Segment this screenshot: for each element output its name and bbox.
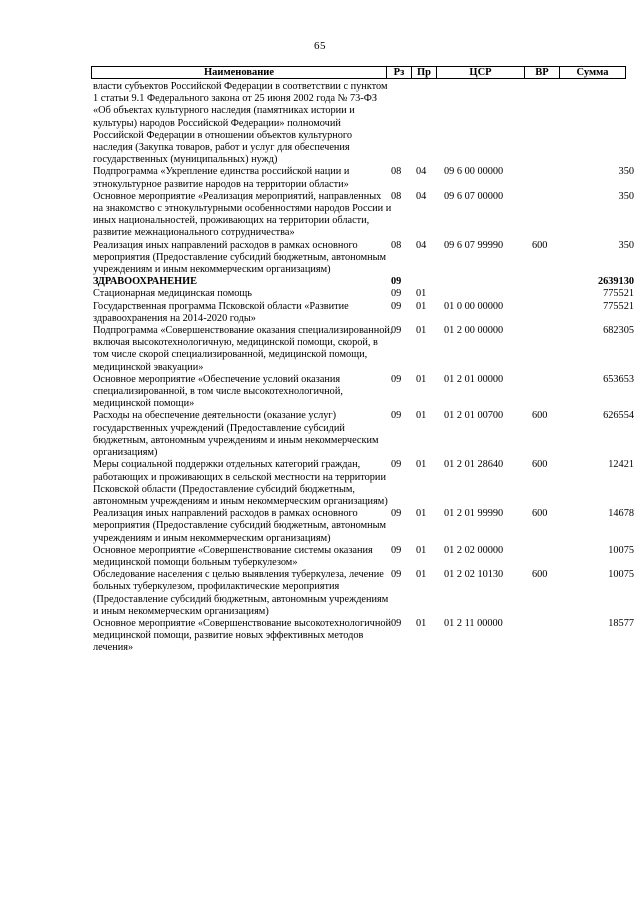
cell-name: Стационарная медицинская помощь (93, 288, 252, 300)
cell-csr: 01 0 00 00000 (444, 300, 504, 312)
cell-pr: 01 (416, 373, 427, 385)
table-row (93, 288, 633, 300)
table-row (93, 374, 633, 411)
cell-rz: 09 (391, 410, 402, 422)
cell-vr: 600 (532, 410, 548, 422)
table-row (93, 276, 633, 288)
cell-csr: 01 2 01 28640 (444, 459, 504, 471)
cell-name: Реализация иных направлений расходов в рамках основного мероприятия (Предоставление субсидий бюджетным, автономным учреждениям и иным некоммерческим организациям) (93, 508, 387, 544)
column-header-sum: Сумма (559, 67, 625, 78)
cell-vr: 600 (532, 239, 548, 251)
cell-name: Основное мероприятие «Совершенствование высокотехнологичной медицинской помощи, развитие новых эффективных методов лечения» (93, 617, 392, 654)
cell-sum: 653653 (603, 373, 634, 385)
cell-name: Расходы на обеспечение деятельности (оказание услуг) государственных учреждений (Предоставление субсидий бюджетным, автономным учреждениям и иным некоммерческим организациям) (93, 410, 379, 459)
cell-pr: 01 (416, 569, 427, 581)
cell-sum: 775521 (603, 300, 634, 312)
cell-csr: 01 2 01 00000 (444, 373, 504, 385)
cell-pr: 04 (416, 239, 427, 251)
cell-rz: 08 (391, 239, 402, 251)
table-row (93, 508, 633, 545)
cell-rz: 09 (391, 325, 402, 337)
cell-rz: 09 (391, 569, 402, 581)
table-row (93, 166, 633, 190)
cell-sum: 350 (618, 190, 634, 202)
cell-sum: 350 (618, 166, 634, 178)
cell-rz: 09 (391, 544, 402, 556)
cell-name: власти субъектов Российской Федерации в соответствии с пунктом 1 статьи 9.1 Федерального закона от 25 июня 2002 года № 73-ФЗ «Об объектах культурного наследия (памятниках истории и культуры) народов Российской Федерации» полномочий Российской Федерации в отношении объектов культурного наследия (Закупка товаров, работ и услуг для обеспечения государственных (муниципальных) нужд) (93, 81, 388, 166)
cell-pr: 01 (416, 410, 427, 422)
table-row (93, 81, 633, 166)
cell-pr: 01 (416, 508, 427, 520)
table-row (93, 569, 633, 618)
cell-sum: 626554 (603, 410, 634, 422)
cell-name: Подпрограмма «Укрепление единства российской нации и этнокультурное развитие народов на территории области» (93, 166, 350, 190)
cell-pr: 01 (416, 617, 427, 629)
cell-csr: 01 2 01 99990 (444, 508, 504, 520)
cell-rz: 09 (391, 459, 402, 471)
table-row (93, 301, 633, 325)
cell-pr: 01 (416, 325, 427, 337)
table-header (91, 66, 626, 79)
cell-csr: 09 6 00 00000 (444, 166, 504, 178)
cell-name: Подпрограмма «Совершенствование оказания специализированной, включая высокотехнологичную, медицинской помощи, скорой, в том числе скорой специализированной, медицинской помощи, медицинской эвакуации» (93, 325, 393, 373)
cell-csr: 01 2 11 00000 (444, 617, 503, 629)
cell-name: Основное мероприятие «Совершенствование системы оказания медицинской помощи больным туберкулезом» (93, 544, 373, 568)
cell-pr: 04 (416, 166, 427, 178)
cell-sum: 775521 (603, 288, 634, 300)
cell-sum: 350 (618, 239, 634, 251)
column-header-csr: ЦСР (436, 67, 524, 78)
cell-name: Основное мероприятие «Обеспечение условий оказания специализированной, в том числе высокотехнологичной, медицинской помощи» (93, 373, 343, 410)
table-row (93, 325, 633, 374)
cell-name: Основное мероприятие «Реализация мероприятий, направленных на знакомство с этнокультурными особенностями народов России и иных национальностей, проживающих на территории области, развитие межнационального сотрудничества» (93, 190, 392, 239)
cell-rz: 09 (391, 288, 402, 300)
cell-rz: 09 (391, 508, 402, 520)
cell-csr: 01 2 00 00000 (444, 325, 504, 337)
cell-sum: 10075 (608, 569, 634, 581)
table-row (93, 410, 633, 459)
cell-rz: 09 (391, 617, 402, 629)
cell-sum: 10075 (608, 544, 634, 556)
cell-sum: 14678 (608, 508, 634, 520)
cell-sum: 12421 (608, 459, 634, 471)
table-row (93, 459, 633, 508)
cell-csr: 09 6 07 99990 (444, 239, 504, 251)
cell-sum: 2639130 (597, 276, 634, 288)
cell-name: ЗДРАВООХРАНЕНИЕ (93, 276, 197, 288)
cell-name: Обследование населения с целью выявления туберкулеза, лечение больных туберкулезом, профилактические мероприятия (Предоставление субсидий бюджетным, автономным учреждениям и иным некоммерческим организациям) (93, 569, 389, 617)
cell-rz: 08 (391, 166, 402, 178)
cell-csr: 01 2 02 00000 (444, 544, 504, 556)
cell-csr: 01 2 01 00700 (444, 410, 504, 422)
cell-rz: 09 (391, 300, 402, 312)
cell-pr: 01 (416, 544, 427, 556)
cell-csr: 09 6 07 00000 (444, 190, 504, 202)
cell-vr: 600 (532, 508, 548, 520)
table-row (93, 545, 633, 569)
cell-pr: 01 (416, 288, 427, 300)
cell-vr: 600 (532, 569, 548, 581)
cell-rz: 09 (391, 373, 402, 385)
column-header-pr: Пр (411, 67, 436, 78)
cell-vr: 600 (532, 459, 548, 471)
cell-name: Меры социальной поддержки отдельных категорий граждан, работающих и проживающих в сельской местности на территории Псковской области (Предоставление субсидий бюджетным, автономным учреждениям и иным некоммерческим организациям) (93, 459, 388, 507)
column-header-rz: Рз (386, 67, 411, 78)
cell-pr: 01 (416, 300, 427, 312)
cell-rz: 08 (391, 190, 402, 202)
cell-pr: 01 (416, 459, 427, 471)
cell-name: Государственная программа Псковской области «Развитие здравоохранения на 2014-2020 годы» (93, 300, 349, 324)
table-row (93, 191, 633, 240)
table-row (93, 618, 633, 655)
cell-csr: 01 2 02 10130 (444, 569, 504, 581)
table-row (93, 240, 633, 277)
table-body (93, 81, 633, 655)
cell-name: Реализация иных направлений расходов в рамках основного мероприятия (Предоставление субсидий бюджетным, автономным учреждениям и иным некоммерческим организациям) (93, 239, 387, 276)
page-number: 65 (314, 40, 326, 52)
cell-rz: 09 (391, 276, 402, 288)
cell-sum: 18577 (608, 617, 634, 629)
column-header-vr: ВР (524, 67, 559, 78)
column-header-name: Наименование (204, 67, 274, 78)
cell-pr: 04 (416, 190, 427, 202)
cell-sum: 682305 (603, 325, 634, 337)
